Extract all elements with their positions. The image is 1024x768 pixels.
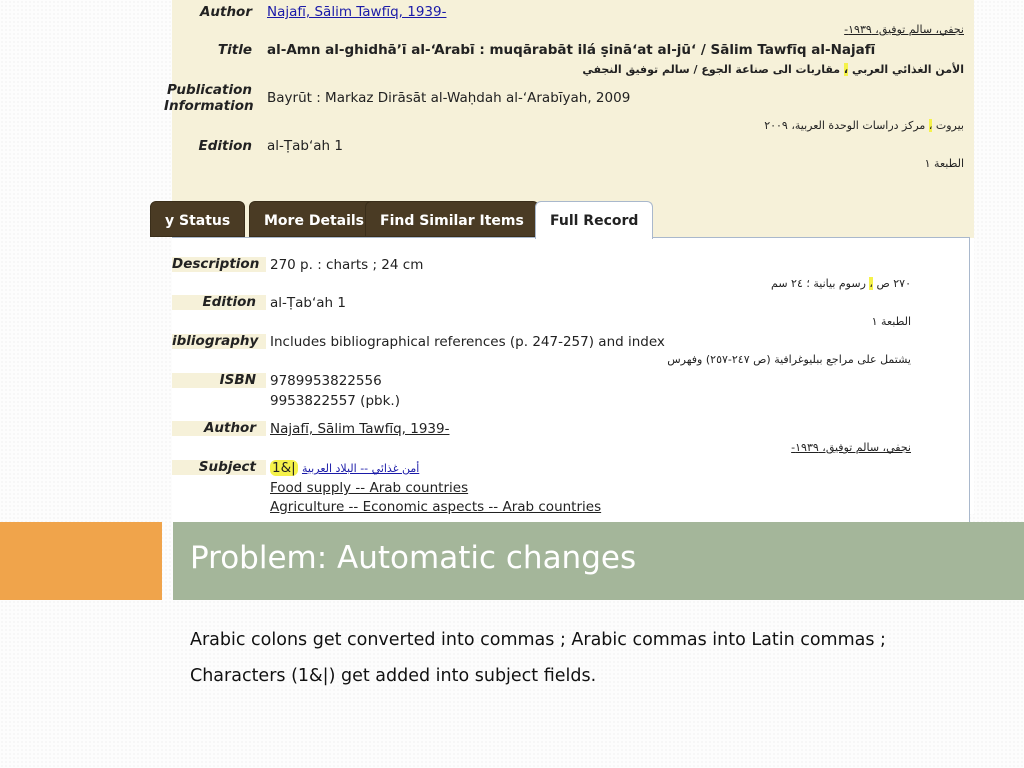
arabic-comma-highlight: ، <box>928 119 933 132</box>
subject-label: Subject <box>172 460 266 475</box>
title-label: Title <box>217 42 252 58</box>
tab-find-similar-items[interactable]: Find Similar Items <box>365 201 539 237</box>
isbn-value-1: 9789953822556 <box>270 373 382 389</box>
isbn-label: ISBN <box>172 373 266 388</box>
title-value: al-Amn al-ghidhāʼī al-ʻArabī : muqārabāt ilá ṣināʻat al-jūʻ / Sālim Tawfīq al-Najafī <box>267 42 876 58</box>
record-edition-label: Edition <box>172 295 266 310</box>
record-author-link[interactable]: Najafī, Sālim Tawfīq, 1939- <box>270 421 450 437</box>
author-link[interactable]: Najafī, Sālim Tawfīq, 1939- <box>267 4 447 20</box>
isbn-value-2: 9953822557 (pbk.) <box>270 393 400 409</box>
publication-value: Bayrūt : Markaz Dirāsāt al-Waḥdah al-ʻArabīyah, 2009 <box>267 90 631 106</box>
author-arabic-link[interactable]: نجفي، سالم توفيق، ١٩٣٩- <box>844 23 964 36</box>
title-arabic: الأمن الغذائي العربي ، مقاربات الى صناعة الجوع / سالم توفيق النجفي <box>582 63 964 76</box>
subject-agriculture-link[interactable]: Agriculture -- Economic aspects -- Arab countries <box>270 499 602 515</box>
record-author-arabic-link[interactable]: نجفي، سالم توفيق، ١٩٣٩- <box>791 441 911 454</box>
slide-body <box>190 622 990 694</box>
body-line-2: Characters (1&|) get added into subject fields. <box>190 666 597 686</box>
arabic-comma-highlight: ، <box>869 277 873 290</box>
catalog-screenshot <box>164 0 974 515</box>
edition-arabic: الطبعة ١ <box>924 157 964 170</box>
bibliography-value: Includes bibliographical references (p. 247-257) and index <box>270 334 665 350</box>
subject-arabic-link[interactable]: أمن غذائي -- البلاد العربية <box>301 462 420 475</box>
description-value: 270 p. : charts ; 24 cm <box>270 257 424 273</box>
record-edition-arabic: الطبعة ١ <box>871 315 911 328</box>
arabic-comma-highlight: ، <box>843 63 849 76</box>
subject-food-supply-link[interactable]: Food supply -- Arab countries <box>270 480 469 496</box>
orange-accent-block <box>0 522 162 600</box>
publication-arabic: بيروت ، مركز دراسات الوحدة العربية، ٢٠٠٩ <box>764 119 964 132</box>
tab-more-details[interactable]: More Details <box>249 201 379 237</box>
subject-line-1 <box>270 460 419 476</box>
edition-value: al-Ṭabʻah 1 <box>267 138 343 154</box>
description-arabic: ٢٧٠ ص ، رسوم بيانية ؛ ٢٤ سم <box>771 277 911 290</box>
edition-label: Edition <box>198 138 252 154</box>
bibliography-label: ibliography <box>172 334 266 349</box>
record-edition-value: al-Ṭabʻah 1 <box>270 295 346 311</box>
bibliography-arabic: يشتمل على مراجع ببليوغرافية (ص ٢٤٧-٢٥٧) وفهرس <box>667 353 911 366</box>
record-author-label: Author <box>172 421 266 436</box>
publication-label: Publication Information <box>164 82 254 114</box>
slide-title: Problem: Automatic changes <box>190 540 637 576</box>
body-line-1: Arabic colons get converted into commas ; Arabic commas into Latin commas ; <box>190 630 886 650</box>
tab-full-record[interactable]: Full Record <box>535 201 653 239</box>
tab-copy-status[interactable]: y Status <box>150 201 245 237</box>
author-label: Author <box>199 4 252 20</box>
description-label: Description <box>172 257 266 272</box>
full-record-panel <box>172 237 970 527</box>
subject-code-highlight: 1&| <box>272 460 296 476</box>
